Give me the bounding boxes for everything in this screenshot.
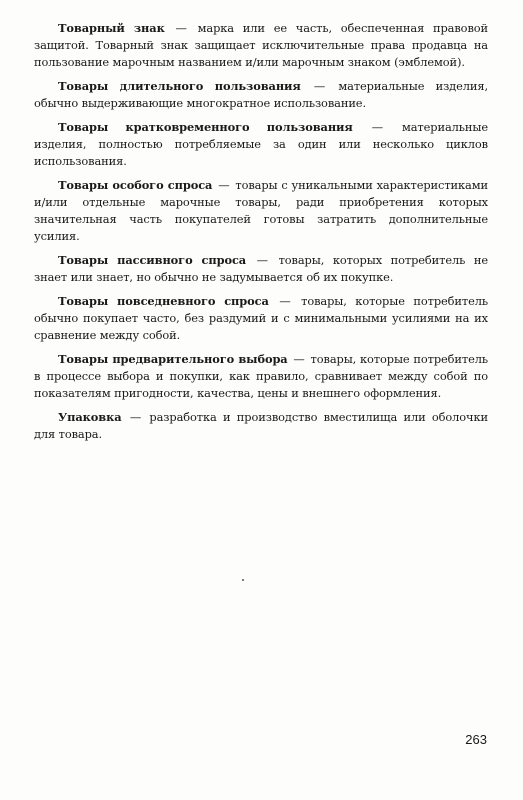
glossary-text xyxy=(34,20,488,450)
glossary-entry-convenience-goods xyxy=(34,293,488,344)
entry-dash: — xyxy=(279,294,291,308)
entry-definition: товары, которые потребитель в процессе выбора и покупки, как правило, сравнивает между собой по показателям пригодности, качества, цены и внешнего оформления. xyxy=(34,352,488,400)
entry-definition: материальные изделия, полностью потребляемые за один или несколько циклов использования. xyxy=(34,120,488,168)
entry-dash: — xyxy=(293,352,305,366)
entry-dash: — xyxy=(129,410,142,424)
glossary-entry-durable-goods xyxy=(34,78,488,112)
entry-definition: товары, которые потребитель обычно покупает часто, без раздумий и с минимальными усилиями на их сравнение между собой. xyxy=(34,294,488,342)
entry-definition: марка или ее часть, обеспеченная правовой защитой. Товарный знак защищает исключительные права продавца на пользование марочным названием и/или марочным знаком (эмблемой). xyxy=(34,21,489,69)
entry-dash: — xyxy=(371,120,383,134)
glossary-entry-shopping-goods xyxy=(34,351,488,402)
entry-dash: — xyxy=(256,253,268,267)
entry-term: Товары длительного пользования xyxy=(58,79,301,93)
entry-definition: товары с уникальными характеристиками и/или отдельные марочные товары, ради приобретения которых значительная часть покупателей готовы затратить дополнительные усилия. xyxy=(34,178,488,243)
entry-term: Товары пассивного спроса xyxy=(58,253,247,267)
entry-term: Товары повседневного спроса xyxy=(58,294,269,308)
entry-definition: товары, которых потребитель не знает или знает, но обычно не задумывается об их покупке. xyxy=(34,253,488,284)
entry-definition: разработка и производство вместилища или оболочки для товара. xyxy=(34,410,488,441)
entry-term: Упаковка xyxy=(58,410,122,424)
entry-definition: материальные изделия, обычно выдерживающие многократное использование. xyxy=(34,79,488,110)
entry-dash: — xyxy=(313,79,326,93)
glossary-entry-nondurable-goods xyxy=(34,119,488,170)
page-number: 263 xyxy=(465,732,487,747)
glossary-entry-trademark xyxy=(34,20,488,71)
entry-term: Товары кратковременного пользования xyxy=(58,120,353,134)
glossary-entry-specialty-goods xyxy=(34,177,488,245)
print-speck xyxy=(242,579,244,581)
entry-term: Товарный знак xyxy=(58,21,165,35)
glossary-entry-packaging xyxy=(34,409,488,443)
entry-dash: — xyxy=(175,21,187,35)
entry-term: Товары предварительного выбора xyxy=(58,352,288,366)
entry-dash: — xyxy=(218,178,230,192)
entry-term: Товары особого спроса xyxy=(58,178,213,192)
glossary-entry-unsought-goods xyxy=(34,252,488,286)
